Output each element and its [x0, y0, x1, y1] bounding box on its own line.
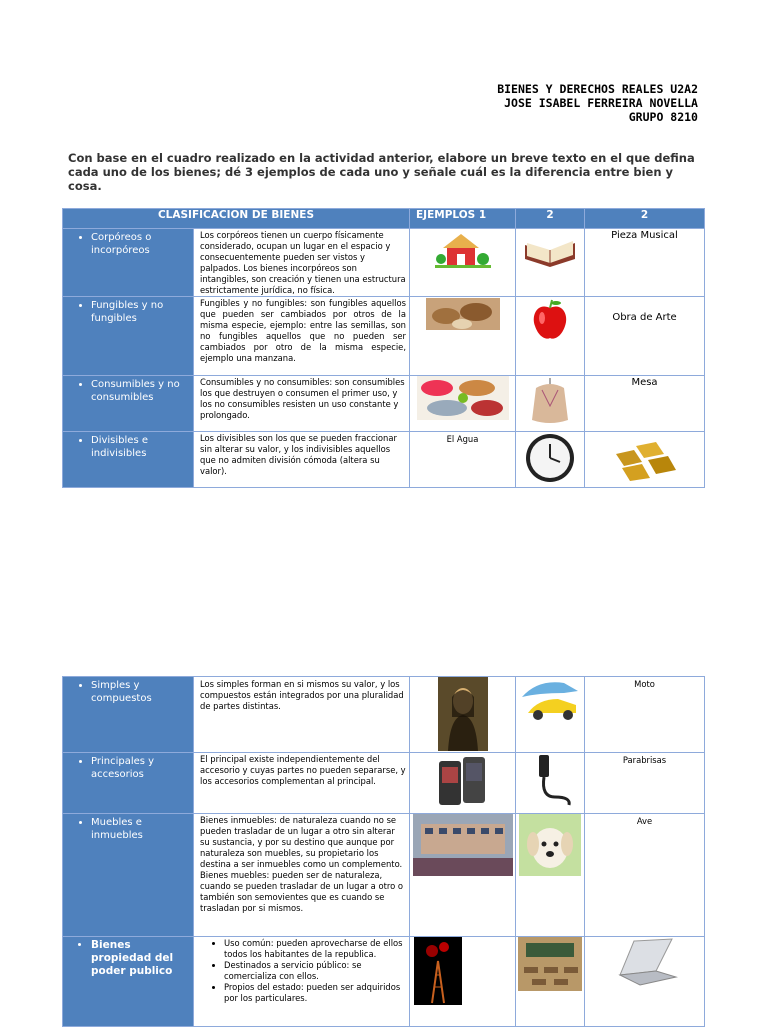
- mona-lisa-icon: [438, 677, 488, 751]
- row-definition: Bienes inmuebles: de naturaleza cuando no se pueden trasladar de un lugar a otro sin alterar su sustancia, y por su destino que aunque por naturaleza son muebles, su propietario los destina a ser inmuebles como un complemento.: [200, 815, 403, 869]
- table-row: [63, 937, 705, 1027]
- row-definition: Consumibles y no consumibles: son consumibles los que destruyen o consumen el primer uso, y los no consumibles resisten un uso constante y prolongado.: [194, 376, 410, 432]
- clock-icon: [524, 432, 576, 484]
- row-definition: El principal existe independientemente del accesorio y cuyas partes no pueden separarse, y los accesorios complementan al principal.: [194, 753, 410, 814]
- table-row: [63, 814, 705, 937]
- header-title: BIENES Y DERECHOS REALES U2A2: [497, 82, 698, 96]
- laptop-icon: [610, 937, 680, 987]
- row-category: • Simples y compuestos: [91, 679, 193, 705]
- puppy-icon: [519, 814, 581, 876]
- example-label: Pieza Musical: [585, 229, 705, 297]
- car-icon: [518, 677, 582, 727]
- row-category: • Fungibles y no fungibles: [91, 299, 193, 325]
- food-icon: [417, 376, 509, 420]
- example-label: El Agua: [410, 432, 516, 488]
- table-row: [63, 229, 705, 297]
- header-ejemplos-1: EJEMPLOS 1: [410, 209, 516, 229]
- bullet-item: • Destinados a servicio público: se comercializa con ellos.: [224, 960, 406, 982]
- classroom-icon: [518, 937, 582, 991]
- row-category: • Bienes propiedad del poder publico: [91, 939, 193, 978]
- example-label: Ave: [585, 814, 705, 937]
- example-label: Obra de Arte: [585, 297, 705, 376]
- row-definition: Los divisibles son los que se pueden fraccionar sin alterar su valor, y los indivisibles aquellos que no admiten división cómoda (altera su valor).: [194, 432, 410, 488]
- row-category: • Principales y accesorios: [91, 755, 193, 781]
- header-group: GRUPO 8210: [628, 110, 698, 124]
- row-category: • Muebles e inmuebles: [91, 816, 193, 842]
- table-row: [63, 376, 705, 432]
- shawl-icon: [530, 376, 570, 428]
- apple-icon: [529, 298, 571, 342]
- classification-table-1: [62, 208, 705, 488]
- table-header-row: [63, 209, 705, 229]
- header-ejemplos-2: 2: [516, 209, 585, 229]
- bullet-item: • Propios del estado: pueden ser adquiridos por los particulares.: [224, 982, 406, 1004]
- house-icon: [433, 229, 493, 269]
- example-label: Parabrisas: [585, 753, 705, 814]
- header-ejemplos-3: 2: [585, 209, 705, 229]
- building-icon: [413, 814, 513, 876]
- seeds-icon: [426, 298, 500, 330]
- header-author: JOSE ISABEL FERREIRA NOVELLA: [504, 96, 698, 110]
- tower-icon: [414, 937, 462, 1005]
- row-definition: Los simples forman en si mismos su valor, y los compuestos están integrados por una pluralidad de partes distintas.: [194, 677, 410, 753]
- book-icon: [521, 233, 579, 269]
- gold-bars-icon: [612, 434, 678, 482]
- header-clasificacion: CLASIFICACION DE BIENES: [63, 209, 410, 229]
- cellphone-icon: [433, 753, 493, 809]
- table-row: [63, 677, 705, 753]
- charger-icon: [525, 753, 575, 809]
- table-row: [63, 753, 705, 814]
- row-category: • Corpóreos o incorpóreos: [91, 231, 193, 257]
- row-category: • Consumibles y no consumibles: [91, 378, 193, 404]
- table-row: [63, 432, 705, 488]
- row-definition: Fungibles y no fungibles: son fungibles aquellos que pueden ser cambiados por otros de la misma especie, ejemplo: entre las semillas, son no fungibles aquellos que no pueden ser cambiados por otro de la misma especie, ejemplo una manzana.: [194, 297, 410, 376]
- row-definition: Bienes muebles: pueden ser de naturaleza, cuando se pueden trasladar de un lugar a otro o también son semovientes que es cuando se trasladan por si mismos.: [200, 870, 404, 913]
- intro-paragraph: Con base en el cuadro realizado en la actividad anterior, elabore un breve texto en el que defina cada uno de los bienes; dé 3 ejemplos de cada uno y señale cuál es la diferencia entre bien y cosa.: [68, 151, 695, 193]
- document-header: [497, 82, 698, 124]
- example-label: Mesa: [585, 376, 705, 432]
- classification-table-2: [62, 676, 705, 1027]
- row-category: • Divisibles e indivisibles: [91, 434, 193, 460]
- row-definition: Los corpóreos tienen un cuerpo físicamente considerado, ocupan un lugar en el espacio y consecuentemente pueden ser vistos y palpados. Los bienes incorpóreos son intangibles, son creación y tienen una estructura estrictamente jurídica, no física.: [194, 229, 410, 297]
- example-label: Moto: [585, 677, 705, 753]
- bullet-item: • Uso común: pueden aprovecharse de ellos todos los habitantes de la republica.: [224, 938, 406, 960]
- table-row: [63, 297, 705, 376]
